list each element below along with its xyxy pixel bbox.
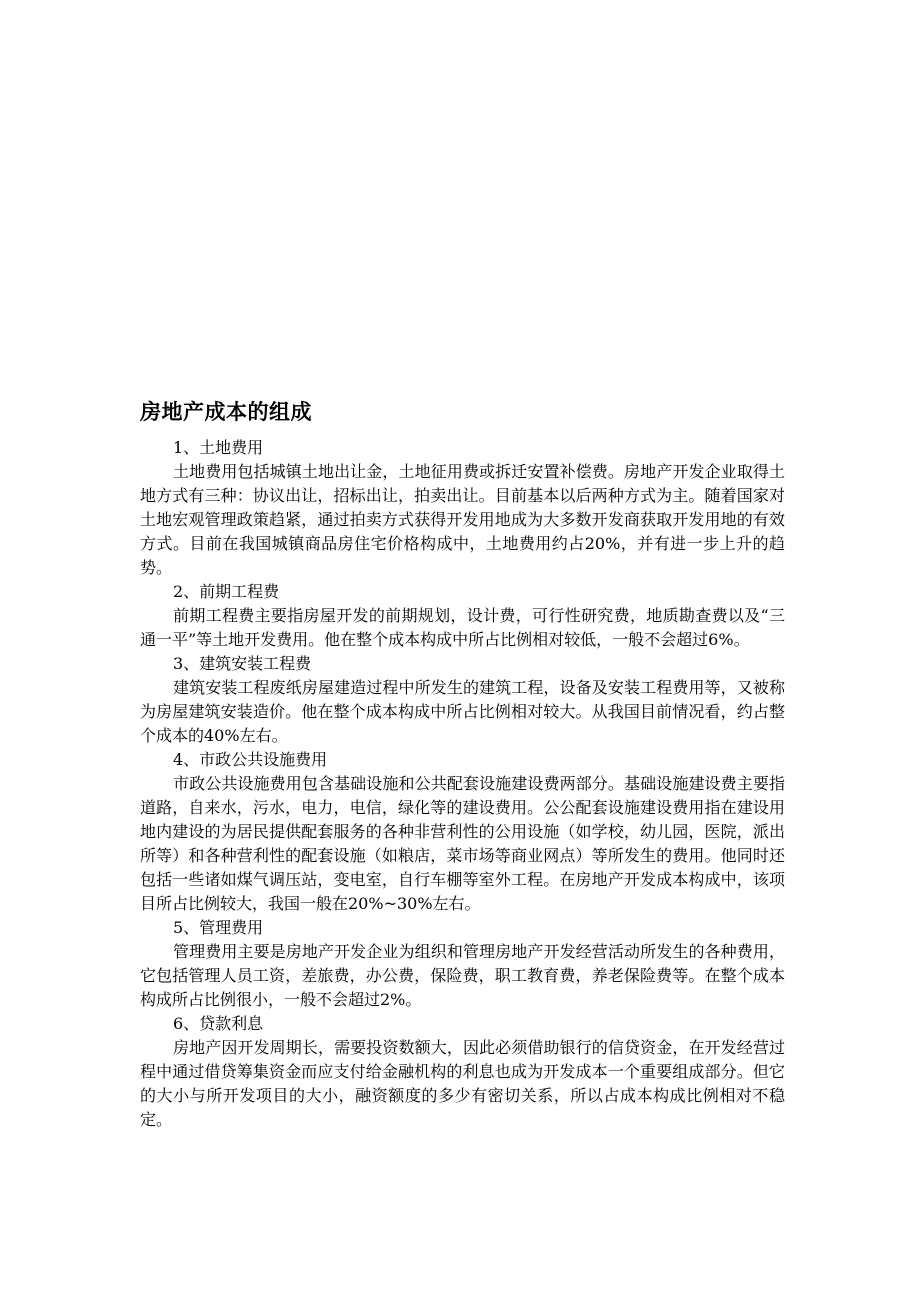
section-management-cost bbox=[140, 916, 785, 1012]
section-heading: 2、前期工程费 bbox=[173, 582, 280, 601]
section-heading: 4、市政公共设施费用 bbox=[173, 750, 328, 769]
section-body: 土地费用包括城镇土地出让金，土地征用费或拆迁安置补偿费。房地产开发企业取得土地方式有三种：协议出让，招标出让，拍卖出让。目前基本以后两种方式为主。随着国家对土地宏观管理政策趋紧，通过拍卖方式获得开发用地成为大多数开发商获取开发用地的有效方式。目前在我国城镇商品房住宅价格构成中，土地费用约占20%，并有进一步上升的趋势。 bbox=[140, 462, 785, 577]
section-body: 房地产因开发周期长，需要投资数额大，因此必须借助银行的信贷资金，在开发经营过程中通过借贷筹集资金而应支付给金融机构的利息也成为开发成本一个重要组成部分。但它的大小与所开发项目的大小，融资额度的多少有密切关系，所以占成本构成比例相对不稳定。 bbox=[140, 1038, 785, 1129]
section-body: 管理费用主要是房地产开发企业为组织和管理房地产开发经营活动所发生的各种费用，它包括管理人员工资，差旅费，办公费，保险费，职工教育费，养老保险费等。在整个成本构成所占比例很小，一般不会超过2%。 bbox=[140, 942, 785, 1009]
section-loan-interest bbox=[140, 1012, 785, 1132]
section-body: 前期工程费主要指房屋开发的前期规划，设计费，可行性研究费，地质勘查费以及“三通一平”等土地开发费用。他在整个成本构成中所占比例相对较低，一般不会超过6%。 bbox=[140, 606, 785, 649]
section-body: 市政公共设施费用包含基础设施和公共配套设施建设费两部分。基础设施建设费主要指道路，自来水，污水，电力，电信，绿化等的建设费用。公公配套设施建设费用指在建设用地内建设的为居民提供配套服务的各种非营利性的公用设施（如学校，幼儿园，医院，派出所等）和各种营利性的配套设施（如粮店，菜市场等商业网点）等所发生的费用。他同时还包括一些诸如煤气调压站，变电室，自行车棚等室外工程。在房地产开发成本构成中，该项目所占比例较大，我国一般在20%~30%左右。 bbox=[140, 774, 785, 913]
section-municipal-facilities-cost bbox=[140, 748, 785, 916]
section-heading: 5、管理费用 bbox=[173, 918, 264, 937]
section-land-cost bbox=[140, 436, 785, 580]
section-body: 建筑安装工程废纸房屋建造过程中所发生的建筑工程，设备及安装工程费用等，又被称为房屋建筑安装造价。他在整个成本构成中所占比例相对较大。从我国目前情况看，约占整个成本的40%左右。 bbox=[140, 678, 785, 745]
section-preliminary-engineering-cost bbox=[140, 580, 785, 652]
section-construction-installation-cost bbox=[140, 652, 785, 748]
document-content bbox=[140, 398, 785, 1132]
section-heading: 6、贷款利息 bbox=[173, 1014, 264, 1033]
section-heading: 1、土地费用 bbox=[173, 438, 264, 457]
document-title: 房地产成本的组成 bbox=[140, 400, 312, 424]
section-heading: 3、建筑安装工程费 bbox=[173, 654, 312, 673]
